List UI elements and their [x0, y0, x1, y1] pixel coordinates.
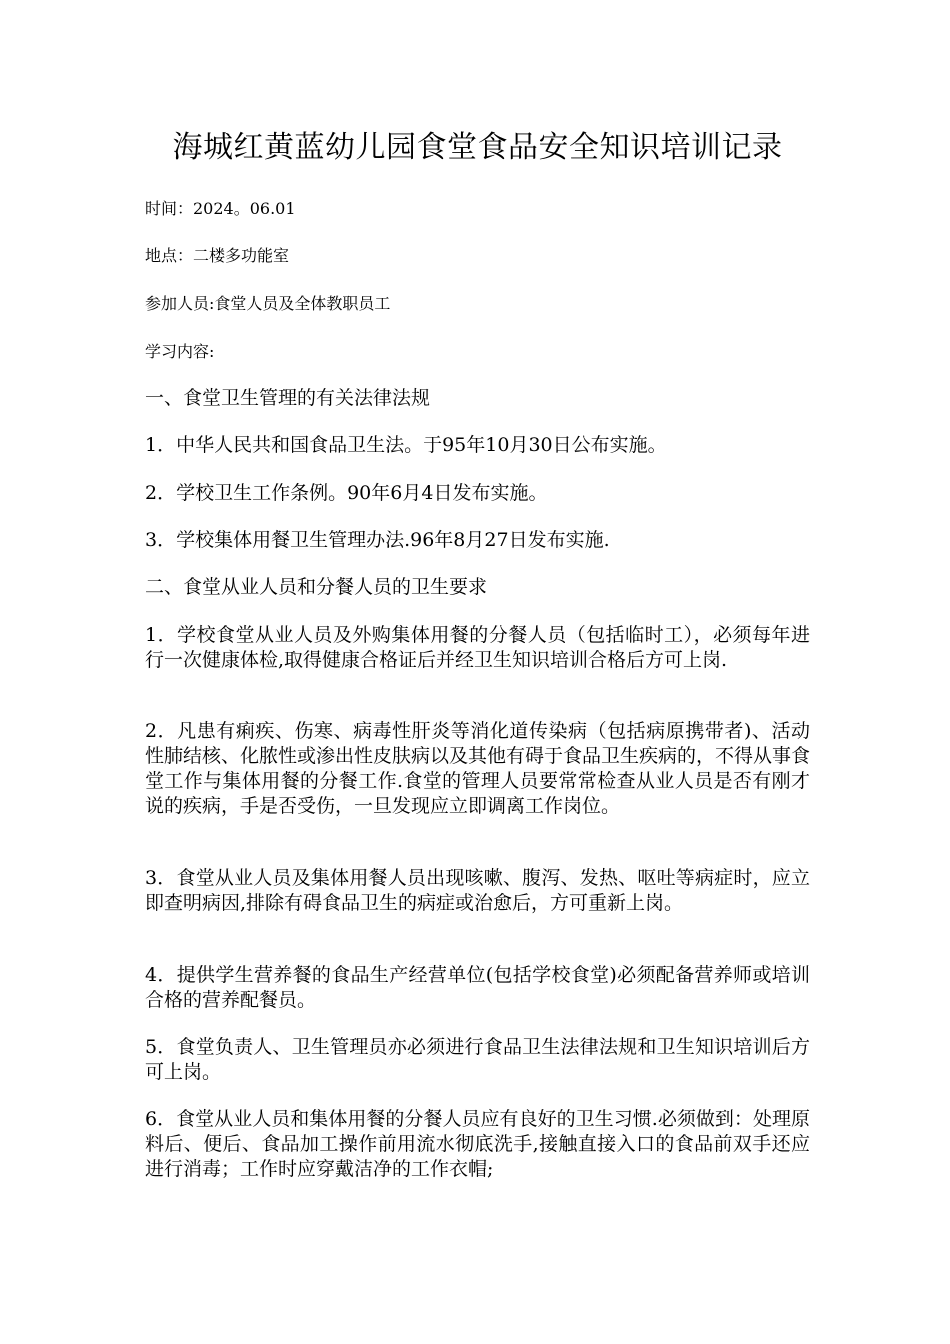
meeting-participants: 参加人员:食堂人员及全体教职员工: [145, 294, 391, 313]
section-1-item: 1．中华人民共和国食品卫生法。于95年10月30日公布实施。: [145, 434, 667, 456]
content-label: 学习内容:: [145, 342, 215, 361]
section-2-item: 3．食堂从业人员及集体用餐人员出现咳嗽、腹泻、发热、呕吐等病症时，应立即查明病因,排除有碍食品卫生的病症或治愈后，方可重新上岗。: [145, 867, 810, 914]
meeting-place: 地点：二楼多功能室: [145, 246, 290, 265]
section-1-item: 3．学校集体用餐卫生管理办法.96年8月27日发布实施.: [145, 529, 610, 551]
document-title: 海城红黄蓝幼儿园食堂食品安全知识培训记录: [172, 130, 783, 165]
section-2-item: 4．提供学生营养餐的食品生产经营单位(包括学校食堂)必须配备营养师或培训合格的营养配餐员。: [145, 964, 810, 1011]
section-2-item: 1．学校食堂从业人员及外购集体用餐的分餐人员（包括临时工），必须每年进行一次健康体检,取得健康合格证后并经卫生知识培训合格后方可上岗.: [145, 624, 810, 671]
section-2-item: 5．食堂负责人、卫生管理员亦必须进行食品卫生法律法规和卫生知识培训后方可上岗。: [145, 1036, 810, 1083]
meeting-time: 时间：2024。06.01: [145, 199, 296, 218]
section-1-heading: 一、食堂卫生管理的有关法律法规: [145, 387, 431, 409]
section-2-heading: 二、食堂从业人员和分餐人员的卫生要求: [145, 576, 488, 598]
section-2-item: 2．凡患有痢疾、伤寒、病毒性肝炎等消化道传染病（包括病原携带者)、活动性肺结核、化脓性或渗出性皮肤病以及其他有碍于食品卫生疾病的，不得从事食堂工作与集体用餐的分餐工作.食堂的管理人员要常常检查从业人员是否有刚才说的疾病，手是否受伤，一旦发现应立即调离工作岗位。: [145, 720, 811, 817]
section-2-item: 6．食堂从业人员和集体用餐的分餐人员应有良好的卫生习惯.必须做到：处理原料后、便后、食品加工操作前用流水彻底洗手,接触直接入口的食品前双手还应进行消毒；工作时应穿戴洁净的工作衣帽;: [145, 1108, 810, 1180]
section-1-item: 2．学校卫生工作条例。90年6月4日发布实施。: [145, 482, 548, 504]
